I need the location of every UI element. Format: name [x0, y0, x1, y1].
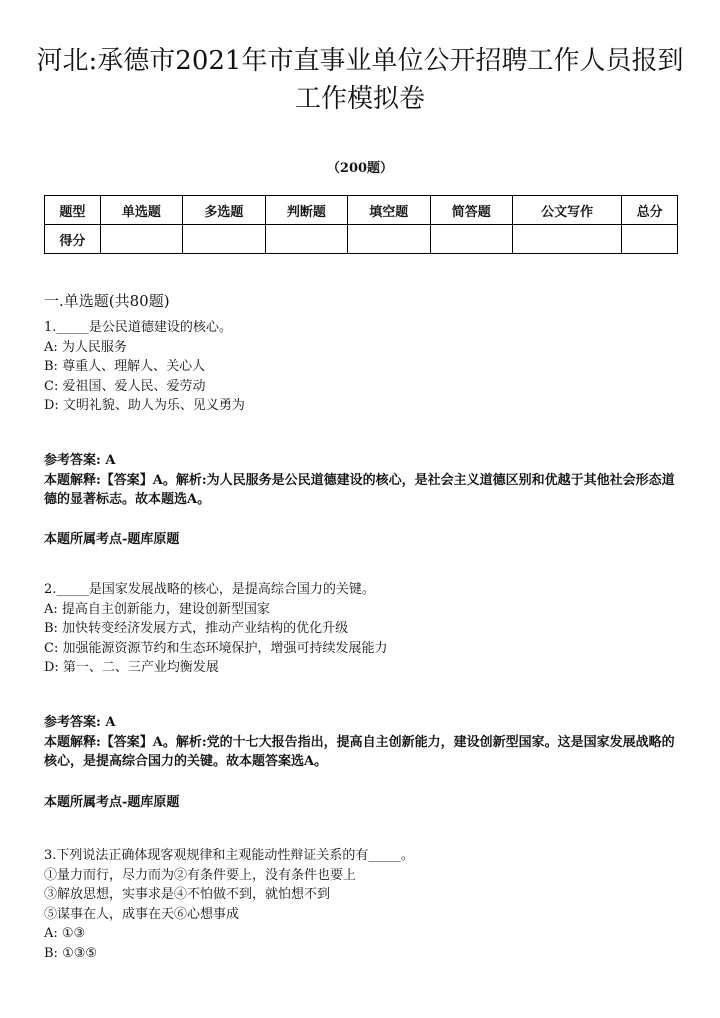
question-3 [44, 846, 684, 963]
answer-block-2 [44, 713, 680, 772]
score-cell [100, 225, 182, 254]
question-1 [44, 318, 684, 416]
score-table-header-row [45, 196, 678, 225]
question-source: 本题所属考点-题库原题 [44, 532, 180, 547]
score-cell [265, 225, 347, 254]
option: C: 爱祖国、爱人民、爱劳动 [44, 378, 206, 394]
option: A: ①③ [44, 926, 86, 941]
option: A: 提高自主创新能力，建设创新型国家 [44, 601, 270, 617]
score-header-cell: 题型 [45, 196, 101, 225]
statement-line: ①量力而行，尽力而为②有条件要上，没有条件也要上 [44, 867, 357, 883]
score-header-cell: 填空题 [348, 196, 430, 225]
question-stem: 1._____是公民道德建设的核心。 [44, 320, 232, 335]
question-stem: 3.下列说法正确体现客观规律和主观能动性辩证关系的有_____。 [44, 848, 414, 863]
score-header-cell: 简答题 [430, 196, 512, 225]
option: B: 加快转变经济发展方式，推动产业结构的优化升级 [44, 621, 349, 636]
score-cell [622, 225, 678, 254]
option: D: 第一、二、三产业均衡发展 [44, 660, 219, 675]
score-table [44, 195, 678, 254]
statement-line: ⑤谋事在人，成事在天⑥心想事成 [44, 906, 240, 922]
score-header-cell: 多选题 [183, 196, 265, 225]
option: A: 为人民服务 [44, 339, 127, 355]
option: B: ①③⑤ [44, 945, 98, 961]
question-count: （200题） [326, 161, 394, 176]
answer-block-1 [44, 451, 680, 510]
score-table-score-row [45, 225, 678, 254]
question-2 [44, 580, 684, 678]
score-cell [513, 225, 622, 254]
option: D: 文明礼貌、助人为乐、见义勇为 [44, 398, 245, 413]
option: B: 尊重人、理解人、关心人 [44, 359, 206, 374]
score-cell [183, 225, 265, 254]
page-title: 河北:承德市2021年市直事业单位公开招聘工作人员报到工作模拟卷 [36, 46, 684, 114]
score-cell [348, 225, 430, 254]
statement-line: ③解放思想，实事求是④不怕做不到，就怕想不到 [44, 887, 331, 902]
score-row-label: 得分 [45, 225, 101, 254]
score-cell [430, 225, 512, 254]
explanation: 本题解释:【答案】A。解析:为人民服务是公民道德建设的核心，是社会主义道德区别和优越于其他社会形态道德的显著标志。故本题选A。 [44, 472, 675, 507]
answer: 参考答案: A [44, 453, 116, 468]
score-header-cell: 判断题 [265, 196, 347, 225]
option: C: 加强能源资源节约和生态环境保护，增强可持续发展能力 [44, 640, 388, 656]
explanation: 本题解释:【答案】A。解析:党的十七大报告指出，提高自主创新能力，建设创新型国家。这是国家发展战略的核心，是提高综合国力的关键。故本题答案选A。 [44, 734, 675, 769]
answer: 参考答案: A [44, 715, 116, 730]
score-header-cell: 总分 [622, 196, 678, 225]
question-stem: 2._____是国家发展战略的核心，是提高综合国力的关键。 [44, 582, 375, 597]
score-header-cell: 公文写作 [513, 196, 622, 225]
question-source: 本题所属考点-题库原题 [44, 795, 180, 810]
section-title: 一.单选题(共80题) [44, 292, 170, 310]
score-header-cell: 单选题 [100, 196, 182, 225]
